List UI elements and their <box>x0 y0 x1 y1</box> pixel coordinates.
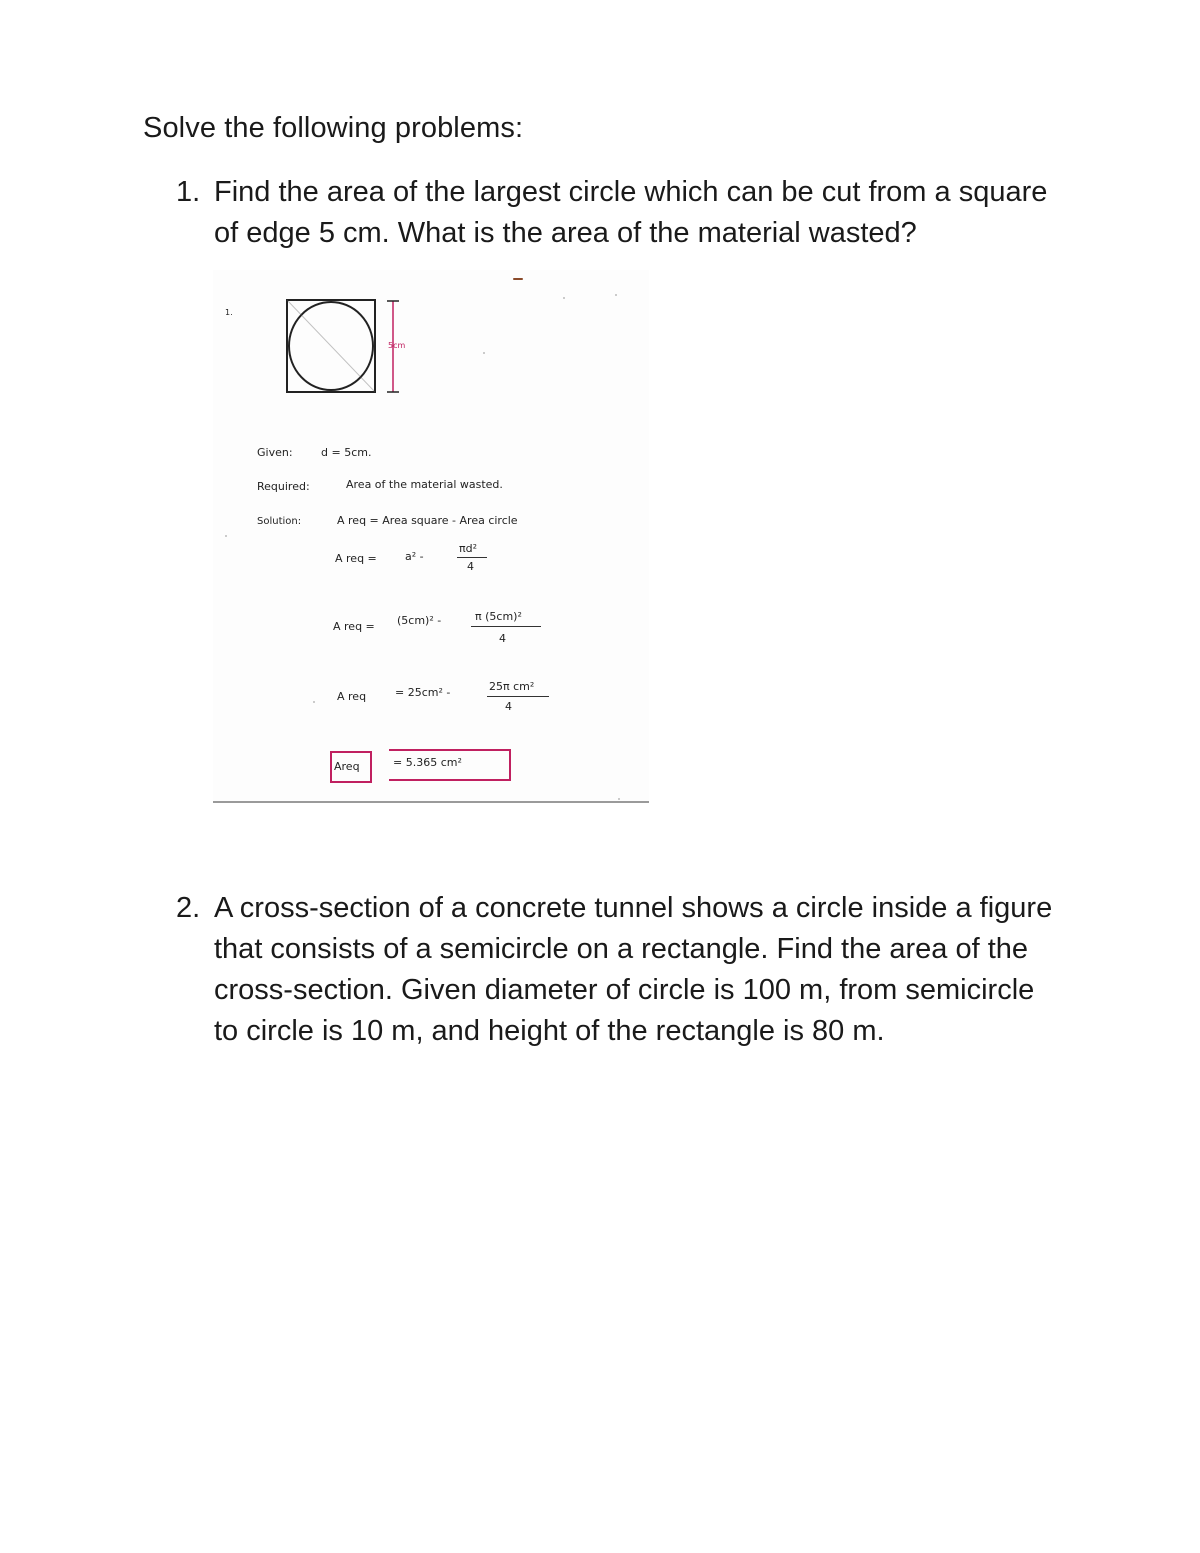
step1-fraction-bar <box>457 557 487 558</box>
paper-speck <box>563 297 565 299</box>
given-label: Given: <box>257 446 293 459</box>
square-circle-diagram <box>283 296 406 396</box>
photo-bottom-edge <box>213 801 649 803</box>
step3-numerator: 25π cm² <box>489 680 535 693</box>
problem-2 <box>176 888 1066 1052</box>
solution-item-number: 1. <box>225 308 233 317</box>
problem-1 <box>176 172 1056 254</box>
paper-speck <box>313 701 315 703</box>
problem-2-text: A cross-section of a concrete tunnel shows a circle inside a figure that consists of a semicircle on a rectangle. Find the area of the cross-section. Given diameter of circle is 100 m, from semicircle to circle is 10 m, and height of the rectangle is 80 m. <box>214 892 1053 1047</box>
paper-speck <box>618 798 620 800</box>
step3-lhs: A req <box>337 690 367 703</box>
page-heading: Solve the following problems: <box>143 112 524 144</box>
step2-lhs: A req = <box>333 620 375 633</box>
step3-denominator: 4 <box>505 700 512 713</box>
step1-rhs: a² - <box>405 550 424 563</box>
step2-fraction-bar <box>471 626 541 627</box>
step3-fraction-bar <box>487 696 549 697</box>
step1-numerator: πd² <box>459 542 478 555</box>
problem-1-text: Find the area of the largest circle which can be cut from a square of edge 5 cm. What is the area of the material wasted? <box>214 176 1048 249</box>
paper-speck <box>225 535 227 537</box>
step2-rhs: (5cm)² - <box>397 614 442 627</box>
paper-speck <box>615 294 617 296</box>
step2-denominator: 4 <box>499 632 506 645</box>
problem-1-number: 1. <box>176 176 201 208</box>
given-value: d = 5cm. <box>321 446 372 459</box>
required-value: Area of the material wasted. <box>346 478 503 491</box>
required-label: Required: <box>257 480 310 493</box>
step1-denominator: 4 <box>467 560 474 573</box>
step1-lhs: A req = <box>335 552 377 565</box>
diagram-edge-label: 5cm <box>388 341 406 350</box>
problem-2-number: 2. <box>176 892 201 924</box>
answer-label: Areq <box>334 760 360 773</box>
solution-label: Solution: <box>257 516 302 527</box>
handwritten-solution-photo <box>213 270 649 803</box>
answer-value: = 5.365 cm² <box>393 756 462 769</box>
solution-formula: A req = Area square - Area circle <box>337 514 518 527</box>
paper-speck <box>483 352 485 354</box>
paper-mark <box>513 278 523 280</box>
step3-rhs: = 25cm² - <box>395 686 451 699</box>
step2-numerator: π (5cm)² <box>475 610 522 623</box>
